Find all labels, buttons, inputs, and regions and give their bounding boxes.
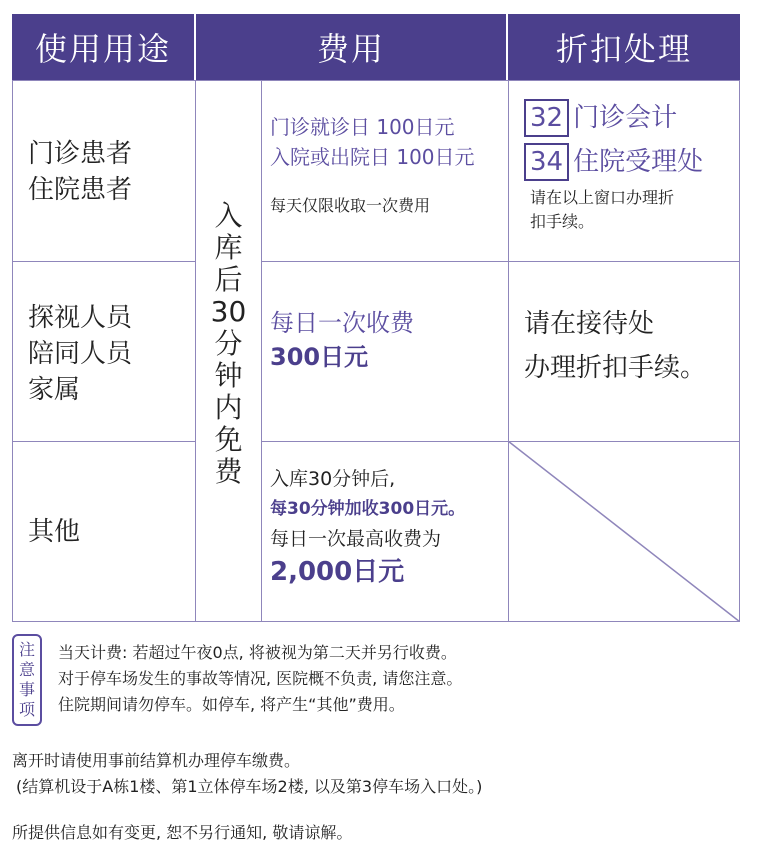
usage-line: 门诊患者 (28, 139, 133, 169)
free-period-char: 库 (214, 231, 243, 264)
usage-text-row2 (28, 300, 188, 408)
usage-text-row3 (28, 514, 188, 550)
fee-text-row3 (270, 464, 504, 590)
notice-badge-char: 注 (18, 640, 35, 659)
footer-line-disclaimer: 所提供信息如有变更, 恕不另行通知, 敬请谅解。 (12, 823, 353, 842)
empty-cell-diagonal (508, 441, 740, 622)
discount-item (524, 142, 738, 182)
usage-line: 住院患者 (28, 175, 133, 205)
free-period-char: 入 (214, 199, 243, 232)
notice-line: 当天计费: 若超过午夜0点, 将被视为第二天并另行收费。 (58, 643, 457, 662)
window-number: 32 (524, 99, 569, 137)
window-label: 门诊会计 (573, 103, 678, 133)
notice-text (58, 640, 748, 718)
fee-line: 入库30分钟后, (270, 468, 396, 490)
fee-amount: 2,000日元 (270, 557, 405, 587)
usage-line: 陪同人员 (28, 339, 133, 369)
usage-line: 探视人员 (28, 303, 133, 333)
discount-note (524, 186, 738, 234)
free-period-char: 费 (214, 455, 243, 488)
fee-note: 每天仅限收取一次费用 (270, 196, 431, 215)
fee-text-row2 (270, 306, 504, 374)
free-period-char: 分 (214, 327, 243, 360)
fee-text-row1 (270, 112, 504, 218)
header-discount: 折扣处理 (508, 14, 740, 80)
discount-note-line: 扣手续。 (530, 212, 595, 231)
footer-line-payment: 离开时请使用事前结算机办理停车缴费。 (12, 751, 301, 770)
notice-badge (12, 634, 42, 726)
notice-badge-char: 项 (18, 700, 35, 719)
discount-note-line: 请在以上窗口办理折 (530, 188, 675, 207)
free-period-char: 钟 (214, 359, 243, 392)
free-period-char: 内 (214, 391, 243, 424)
fee-line: 每30分钟加收300日元。 (270, 499, 466, 519)
fee-line: 门诊就诊日 100日元 (270, 115, 455, 139)
usage-text-row1 (28, 136, 188, 208)
fee-line: 入院或出院日 100日元 (270, 145, 475, 169)
usage-line: 其他 (28, 517, 81, 547)
notice-line: 住院期间请勿停车。如停车, 将产生“其他”费用。 (58, 695, 405, 714)
window-label: 住院受理处 (573, 147, 704, 177)
fee-line: 每日一次收费 (270, 309, 414, 337)
fee-line: 每日一次最高收费为 (270, 528, 442, 550)
free-period-char: 免 (214, 423, 243, 456)
discount-item (524, 98, 738, 138)
fee-amount: 300日元 (270, 343, 369, 371)
free-period-text (195, 200, 262, 488)
free-period-char: 后 (214, 263, 243, 296)
notice-badge-char: 事 (18, 680, 35, 699)
free-period-char: 30 (210, 295, 247, 328)
usage-line: 家属 (28, 375, 81, 405)
header-fee: 费用 (196, 14, 506, 80)
discount-text-row1 (524, 98, 738, 234)
window-number: 34 (524, 143, 569, 181)
header-usage: 使用用途 (12, 14, 194, 80)
discount-text-row2 (524, 302, 738, 390)
notice-line: 对于停车场发生的事故等情况, 医院概不负责, 请您注意。 (58, 669, 463, 688)
discount-line: 请在接待处 (524, 309, 655, 339)
notice-badge-char: 意 (18, 660, 35, 679)
footer-line-location: (结算机设于A栋1楼、第1立体停车场2楼, 以及第3停车场入口处。) (16, 777, 483, 796)
discount-line: 办理折扣手续。 (524, 353, 707, 383)
